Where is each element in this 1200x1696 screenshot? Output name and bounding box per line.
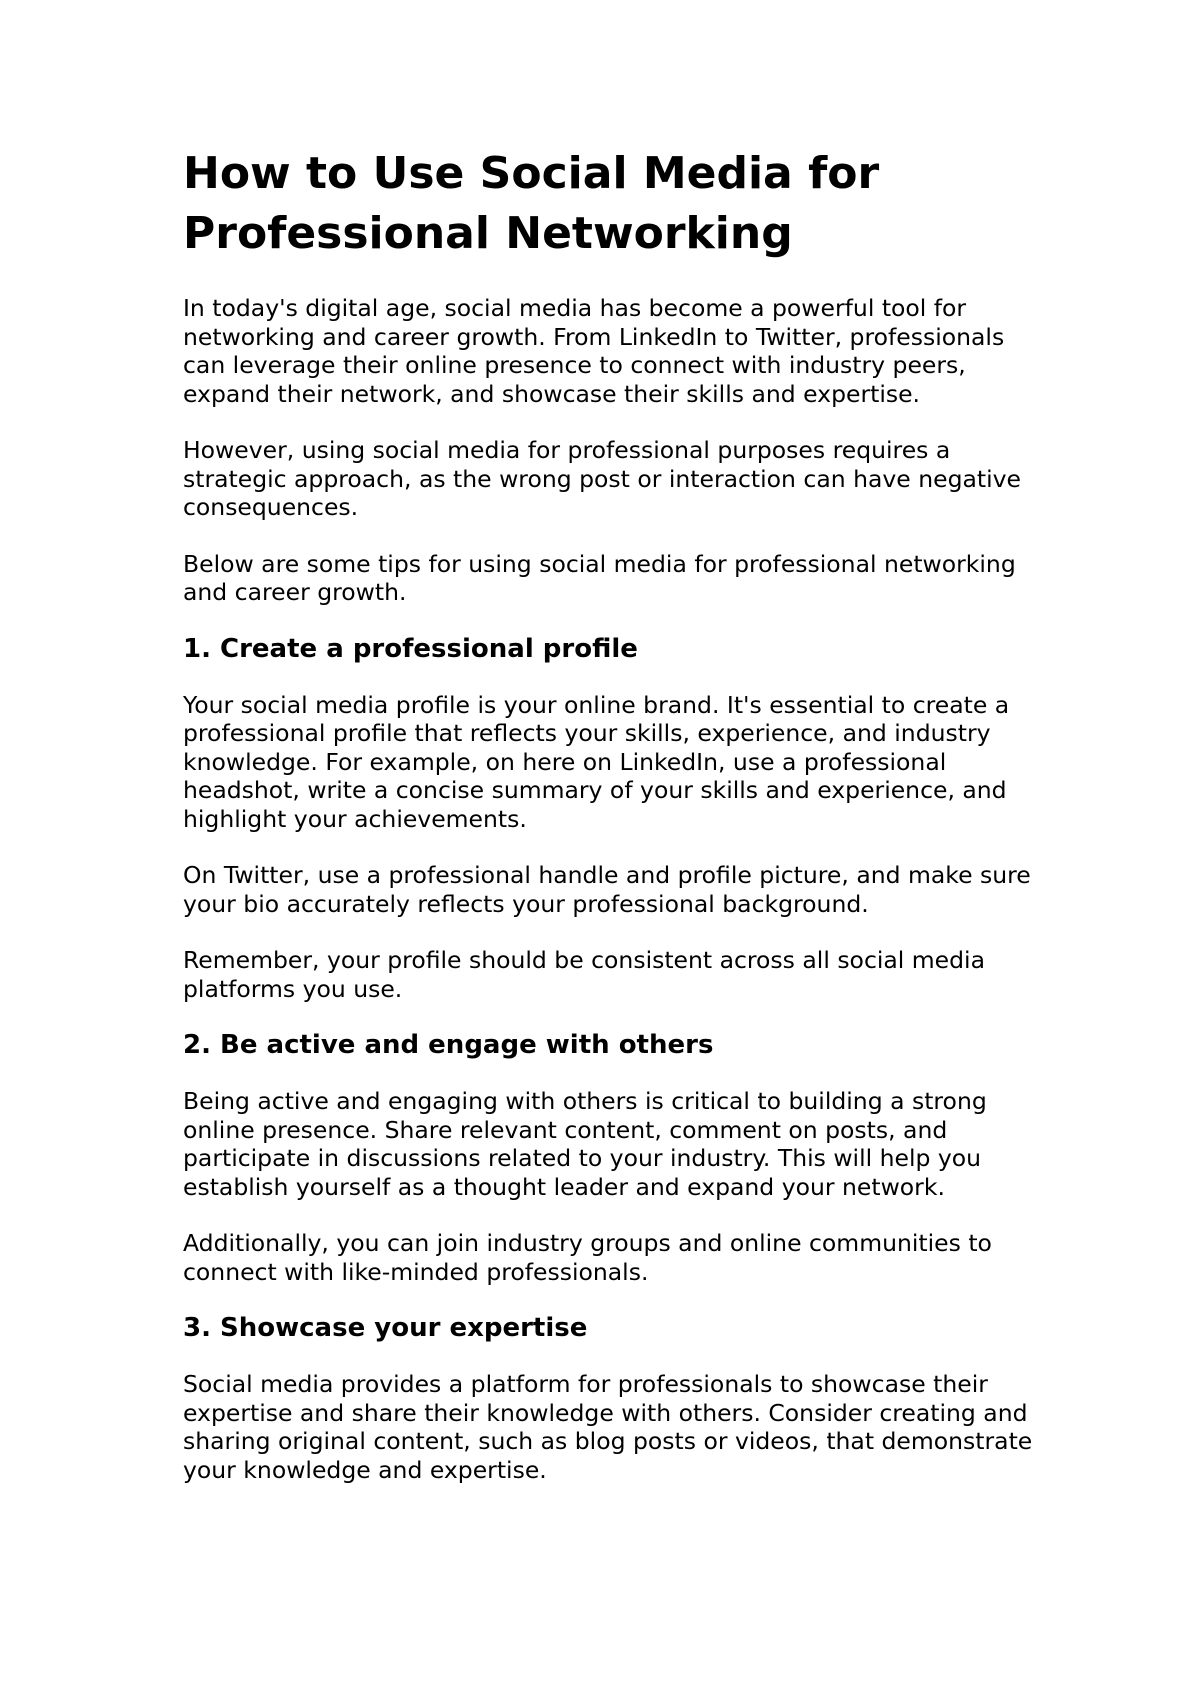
section-paragraph: Being active and engaging with others is critical to building a strong online presence. Share relevant content, comment on posts, and participate in discussions related to your industry. This will help you establish yourself as a thought leader and expand your network. bbox=[183, 1087, 987, 1201]
section-paragraph: Your social media profile is your online brand. It's essential to create a professional profile that reflects your skills, experience, and industry knowledge. For example, on here on LinkedIn, use a professional headshot, write a concise summary of your skills and experience, and highlight your achievements. bbox=[183, 690, 1010, 833]
section-heading: 1. Create a professional profile bbox=[183, 633, 638, 664]
document-page bbox=[183, 144, 1043, 1484]
section-paragraph: On Twitter, use a professional handle and profile picture, and make sure your bio accurately reflects your professional background. bbox=[183, 861, 1031, 918]
section-heading: 2. Be active and engage with others bbox=[183, 1030, 714, 1060]
intro-paragraph: In today's digital age, social media has become a powerful tool for networking and career growth. From LinkedIn to Twitter, professionals can leverage their online presence to connect with industry peers, expand their network, and showcase their skills and expertise. bbox=[183, 294, 1005, 408]
section-paragraph: Remember, your profile should be consistent across all social media platforms you use. bbox=[183, 946, 985, 1003]
section-paragraph: Social media provides a platform for professionals to showcase their expertise and share their knowledge with others. Consider creating and sharing original content, such as blog posts or videos, that demonstrate your knowledge and expertise. bbox=[183, 1370, 1033, 1484]
intro-paragraph: However, using social media for professional purposes requires a strategic approach, as the wrong post or interaction can have negative consequences. bbox=[183, 436, 1022, 521]
document-title: How to Use Social Media for Professional Networking bbox=[183, 148, 880, 259]
intro-paragraph: Below are some tips for using social media for professional networking and career growth. bbox=[183, 549, 1016, 606]
section-heading: 3. Showcase your expertise bbox=[183, 1313, 588, 1343]
section-paragraph: Additionally, you can join industry groups and online communities to connect with like-minded professionals. bbox=[183, 1229, 992, 1286]
